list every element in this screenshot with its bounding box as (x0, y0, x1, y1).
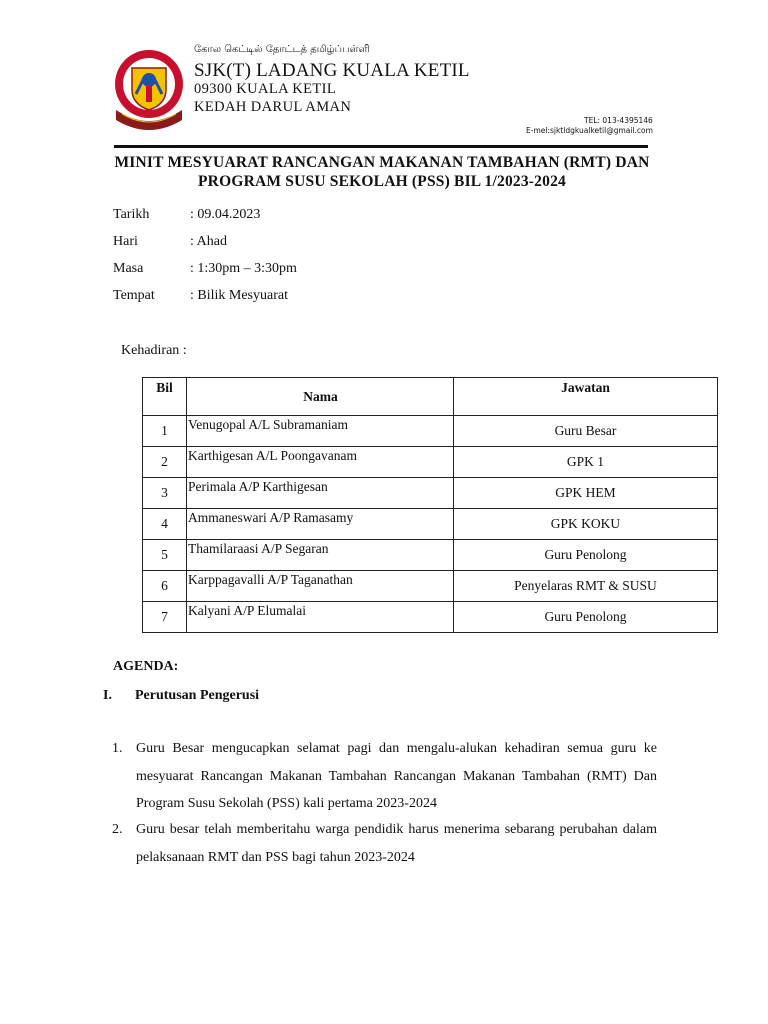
row-bil: 7 (143, 602, 187, 633)
row-jawatan: GPK HEM (454, 478, 718, 509)
agenda-item-number: 2. (112, 822, 123, 837)
agenda-heading: AGENDA: (113, 659, 179, 674)
attendance-label: Kehadiran : (121, 343, 187, 358)
row-nama: Venugopal A/L Subramaniam (187, 416, 454, 447)
row-bil: 4 (143, 509, 187, 540)
row-bil: 2 (143, 447, 187, 478)
attendance-table (142, 377, 718, 633)
meta-value-masa: : 1:30pm – 3:30pm (190, 261, 297, 276)
header-nama: Nama (187, 378, 454, 416)
row-bil: 3 (143, 478, 187, 509)
table-row (143, 416, 718, 447)
table-row (143, 478, 718, 509)
row-nama: Thamilaraasi A/P Segaran (187, 540, 454, 571)
row-nama: Karthigesan A/L Poongavanam (187, 447, 454, 478)
table-row (143, 447, 718, 478)
meta-label-tarikh: Tarikh (113, 207, 150, 222)
table-row (143, 571, 718, 602)
telephone: TEL: 013-4395146 (584, 116, 653, 125)
school-tamil-name: கோல கெட்டில் தோட்டத் தமிழ்ப்பள்ளி (194, 44, 370, 55)
meta-value-tempat: : Bilik Mesyuarat (190, 288, 288, 303)
meta-label-tempat: Tempat (113, 288, 155, 303)
row-bil: 1 (143, 416, 187, 447)
header-bil: Bil (143, 378, 187, 416)
meta-value-hari: : Ahad (190, 234, 227, 249)
section-title: Perutusan Pengerusi (135, 688, 260, 703)
email: E-mel:sjktldgkualketil@gmail.com (526, 126, 653, 135)
school-name: SJK(T) LADANG KUALA KETIL (194, 60, 470, 81)
row-jawatan: Guru Penolong (454, 602, 718, 633)
table-row (143, 602, 718, 633)
section-number: I. (103, 688, 112, 703)
row-jawatan: Guru Penolong (454, 540, 718, 571)
meta-value-tarikh: : 09.04.2023 (190, 207, 261, 222)
header-jawatan: Jawatan (454, 378, 718, 416)
row-jawatan: Penyelaras RMT & SUSU (454, 571, 718, 602)
row-nama: Perimala A/P Karthigesan (187, 478, 454, 509)
document-title-line-1: MINIT MESYUARAT RANCANGAN MAKANAN TAMBAHAN (RMT) DAN (114, 154, 650, 171)
document-title-line-2: PROGRAM SUSU SEKOLAH (PSS) BIL 1/2023-2024 (198, 173, 566, 190)
row-nama: Ammaneswari A/P Ramasamy (187, 509, 454, 540)
agenda-item-number: 1. (112, 741, 123, 756)
row-bil: 6 (143, 571, 187, 602)
agenda-item-text: Guru Besar mengucapkan selamat pagi dan mengalu-alukan kehadiran semua guru ke mesyuarat Rancangan Makanan Tambahan Rancangan Makanan Tambahan (RMT) Dan Program Susu Sekolah (PSS) kali pertama 2023-2024 (136, 741, 657, 811)
row-jawatan: GPK 1 (454, 447, 718, 478)
row-jawatan: GPK KOKU (454, 509, 718, 540)
school-logo-icon (112, 48, 186, 136)
letterhead-divider (114, 145, 648, 148)
meta-label-hari: Hari (113, 234, 138, 249)
row-jawatan: Guru Besar (454, 416, 718, 447)
row-nama: Karppagavalli A/P Taganathan (187, 571, 454, 602)
agenda-item-text: Guru besar telah memberitahu warga pendidik harus menerima sebarang perubahan dalam pelaksanaan RMT dan PSS bagi tahun 2023-2024 (136, 822, 657, 865)
address-line-2: KEDAH DARUL AMAN (194, 99, 352, 115)
row-nama: Kalyani A/P Elumalai (187, 602, 454, 633)
table-header-row (143, 378, 718, 416)
table-row (143, 509, 718, 540)
address-line-1: 09300 KUALA KETIL (194, 81, 337, 97)
table-row (143, 540, 718, 571)
meta-label-masa: Masa (113, 261, 144, 276)
row-bil: 5 (143, 540, 187, 571)
